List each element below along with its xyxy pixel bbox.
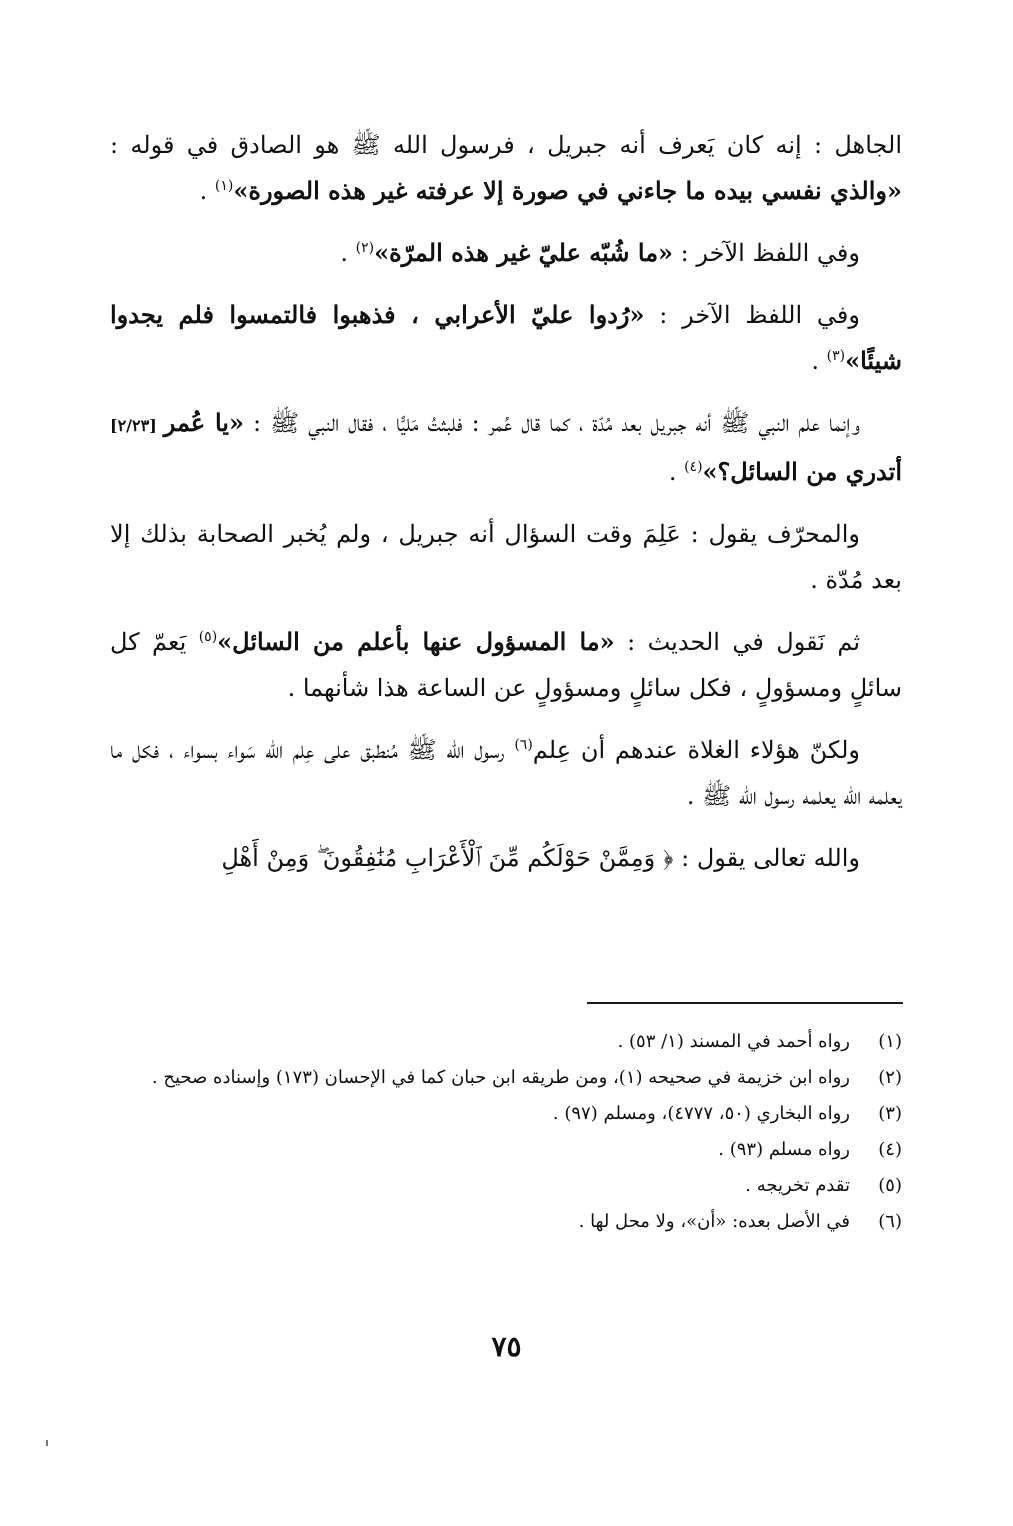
footnote-ref-2: (٢) [355,240,375,256]
paragraph-7-rest: رسول الله ﷺ مُنطبق على عِلم الله سَواء بسواء ، فكل ما يعلمه الله يعلمه رسول الله ﷺ . [110,736,902,810]
paragraph-1-text: الجاهل : إنه كان يَعرف أنه جبريل ، فرسول الله ﷺ هو الصادق في قوله : [110,131,902,159]
footnote-1 [110,1024,902,1060]
footnote-text: رواه البخاري (٥٠، ٤٧٧٧)، ومسلم (٩٧) . [552,1103,850,1124]
paragraph-3-text: وفي اللفظ الآخر : [644,301,860,329]
footnote-3 [110,1096,902,1132]
footnote-ref-4: (٤) [684,459,703,475]
paragraph-4-end: . [668,458,685,486]
footnote-number: (٥) [878,1175,902,1196]
paragraph-6-rest: يَعمّ كل سائلٍ ومسؤولٍ ، فكل سائلٍ ومسؤولٍ عن الساعة هذا شأنهما . [110,628,902,702]
footnote-5 [110,1168,902,1204]
paragraph-1-end: . [199,177,215,205]
paragraph-1 [110,122,902,214]
footnote-ref-6: (٦) [514,737,533,753]
paragraph-7-text: ولكنّ هؤلاء الغلاة عندهم أن عِلم [532,736,860,764]
footnote-separator [587,1002,903,1004]
paragraph-3-end: . [811,347,827,375]
paragraph-8 [110,835,902,881]
page-number: ٧٥ [491,1330,522,1363]
hadith-quote-4b: أتدري من السائل؟» [702,457,902,486]
footnote-number: (٤) [878,1139,902,1160]
footnote-2 [110,1060,902,1096]
volume-page-ref: [٢/٢٣] [110,416,164,435]
footnote-text: في الأصل بعده: «أن»، ولا محل لها . [578,1211,850,1232]
footnote-number: (٦) [878,1211,902,1232]
paragraph-6-text: ثم نَقول في الحديث : [614,628,861,656]
quran-verse: ﴿ وَمِمَّنْ حَوْلَكُم مِّنَ ٱلْأَعْرَابِ مُنَٰفِقُونَ ۖ وَمِنْ أَهْلِ [221,844,674,872]
hadith-quote-6: «ما المسؤول عنها بأعلم من السائل» [217,627,615,656]
footnote-number: (٢) [878,1067,902,1088]
paragraph-5: والمحرّف يقول : عَلِمَ وقت السؤال أنه جبريل ، ولم يُخبر الصحابة بذلك إلا بعد مُدّة . [110,520,902,594]
hadith-quote-4a: «يا عُمر [163,408,244,437]
paragraph-2-text: وفي اللفظ الآخر : [673,239,860,267]
footnote-6 [110,1204,902,1240]
footnote-ref-1: (١) [214,178,234,194]
paragraph-6 [110,619,902,711]
footnote-text: رواه أحمد في المسند (١/ ٥٣) . [617,1031,850,1052]
footnote-text: تقدم تخريجه . [745,1175,850,1196]
paragraph-2 [110,230,902,276]
scan-mark [46,1440,48,1446]
footnote-ref-5: (٥) [198,629,218,645]
footnotes [110,1024,902,1240]
main-text [110,122,902,895]
footnote-number: (٣) [878,1103,902,1124]
paragraph-3 [110,292,902,384]
paragraph-4 [110,400,902,495]
hadith-quote-2: «ما شُبّه عليّ غير هذه المرّة» [374,238,674,267]
paragraph-4-text: وإنما علم النبي ﷺ أنه جبريل بعد مُدّة ، كما قال عُمر : فلبثتُ مَليًّا ، فقال النبي ﷺ : [243,409,860,437]
paragraph-7 [110,727,902,819]
footnote-ref-3: (٣) [826,348,846,364]
paragraph-8-text: والله تعالى يقول : [673,844,860,872]
hadith-quote-3: «رُدوا عليّ الأعرابي ، فذهبوا فالتمسوا فلم يجدوا شيئًا» [110,300,902,375]
hadith-quote-1: «والذي نفسي بيده ما جاءني في صورة إلا عرفته غير هذه الصورة» [233,176,902,205]
footnote-text: رواه مسلم (٩٣) . [718,1139,850,1160]
footnote-text: رواه ابن خزيمة في صحيحه (١)، ومن طريقه ابن حبان كما في الإحسان (١٧٣) وإسناده صحيح . [151,1067,850,1088]
paragraph-2-end: . [340,239,356,267]
footnote-number: (١) [878,1031,902,1052]
footnote-4 [110,1132,902,1168]
